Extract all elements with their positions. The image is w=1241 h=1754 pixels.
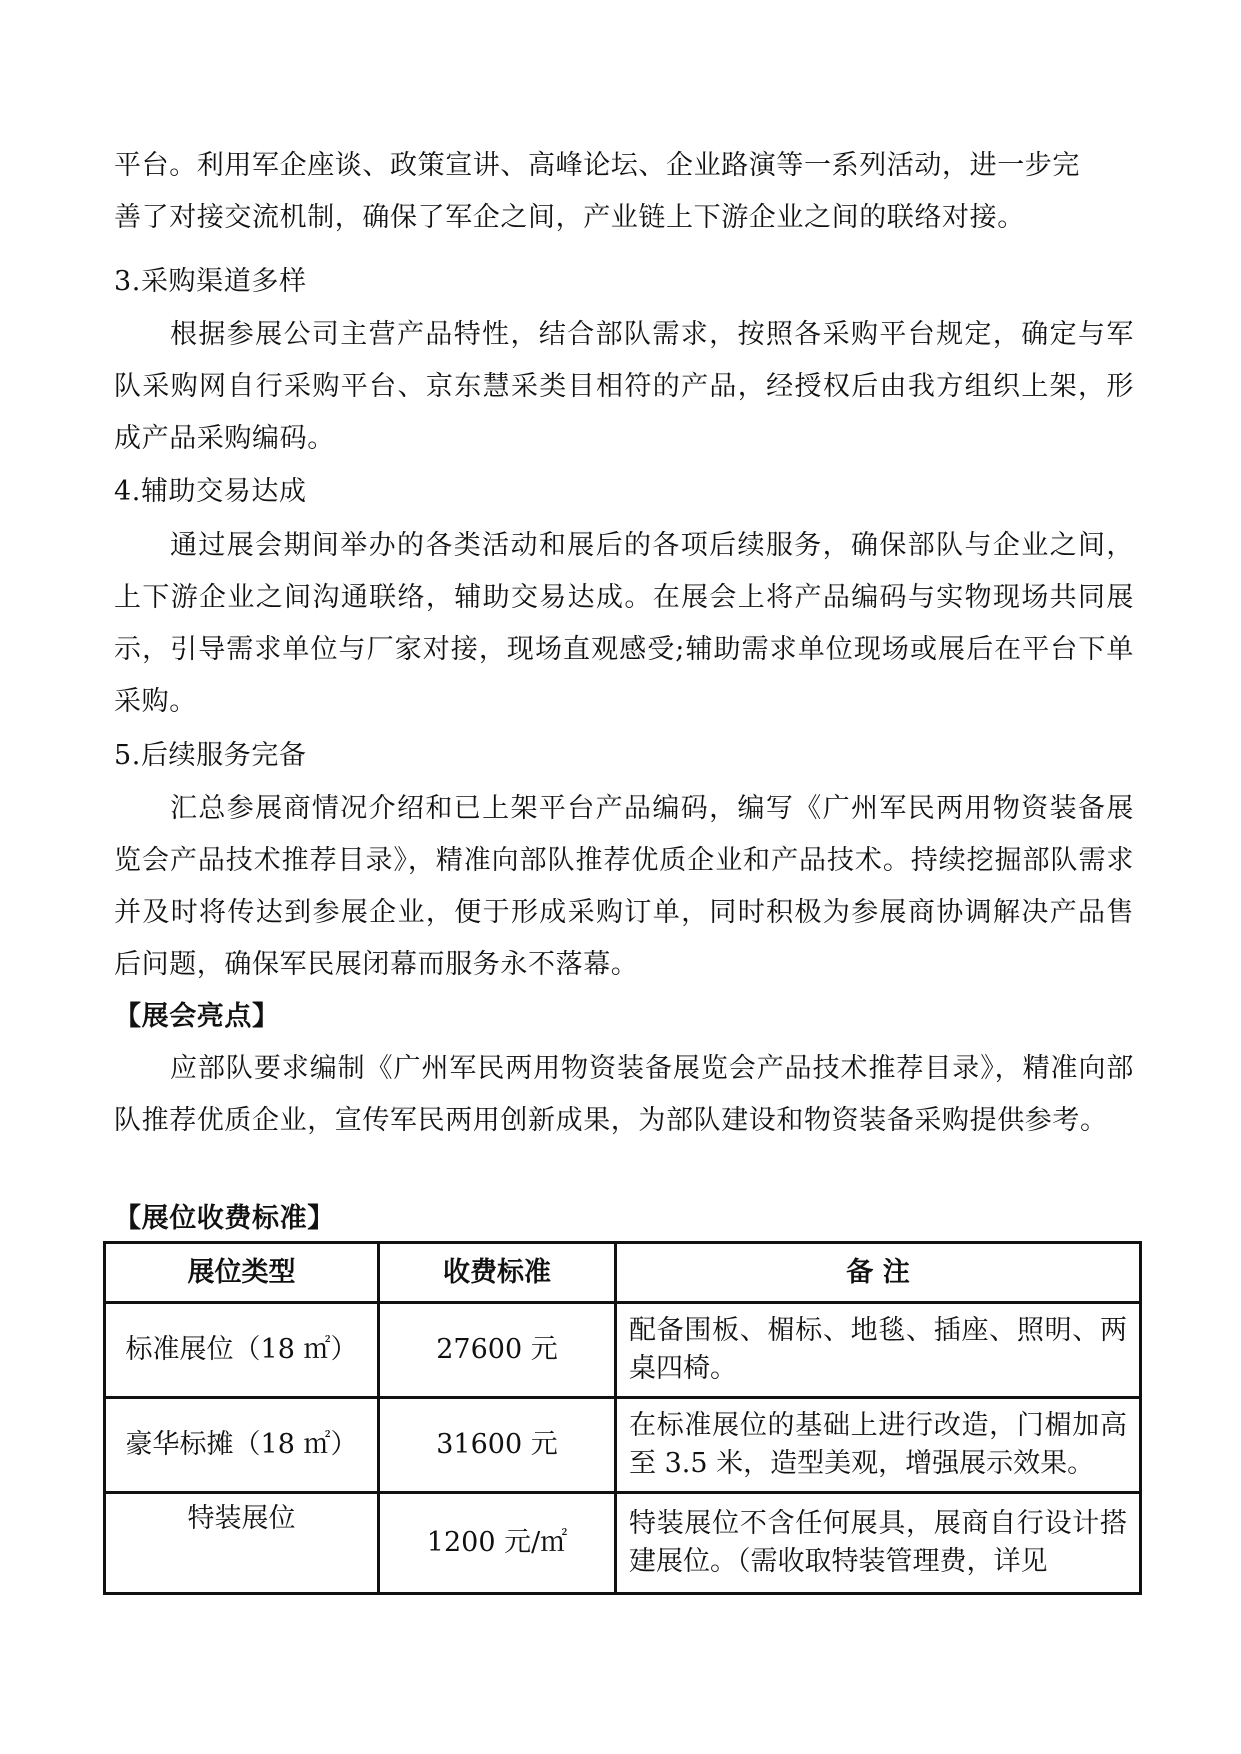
intro-line-2: 善了对接交流机制，确保了军企之间，产业链上下游企业之间的联络对接。 (114, 202, 1025, 233)
section-heading-procurement: 3.采购渠道多样 (114, 266, 307, 297)
section-body-transaction: 通过展会期间举办的各类活动和展后的各项后续服务，确保部队与企业之间，上下游企业之间沟通联络，辅助交易达成。在展会上将产品编码与实物现场共同展示，引导需求单位与厂家对接，现场直观感受;辅助需求单位现场或展后在平台下单采购。 (114, 530, 1134, 717)
highlights-title: 【展会亮点】 (114, 1001, 280, 1032)
booth-type-cell: 标准展位（18 ㎡） (105, 1303, 379, 1398)
header-booth-type: 展位类型 (105, 1243, 379, 1303)
header-remarks: 备 注 (616, 1243, 1141, 1303)
highlights-body: 应部队要求编制《广州军民两用物资装备展览会产品技术推荐目录》，精准向部队推荐优质企业，宣传军民两用创新成果，为部队建设和物资装备采购提供参考。 (114, 1053, 1134, 1136)
table-row (105, 1303, 1141, 1398)
fee-table (103, 1241, 1142, 1595)
table-row (105, 1493, 1141, 1594)
section-heading-service: 5.后续服务完备 (114, 740, 307, 771)
note-cell: 特装展位不含任何展具，展商自行设计搭建展位。（需收取特装管理费，详见 (616, 1493, 1141, 1594)
price-cell: 31600 元 (379, 1398, 616, 1493)
price-cell: 27600 元 (379, 1303, 616, 1398)
booth-type-cell: 豪华标摊（18 ㎡） (105, 1398, 379, 1493)
fees-title: 【展位收费标准】 (114, 1203, 335, 1234)
booth-type-cell: 特装展位 (105, 1493, 379, 1594)
intro-line-1: 平台。利用军企座谈、政策宣讲、高峰论坛、企业路演等一系列活动，进一步完 (114, 150, 1080, 181)
table-row (105, 1398, 1141, 1493)
header-fee-standard: 收费标准 (379, 1243, 616, 1303)
price-cell: 1200 元/㎡ (379, 1493, 616, 1594)
note-cell: 在标准展位的基础上进行改造，门楣加高至 3.5 米，造型美观，增强展示效果。 (616, 1398, 1141, 1493)
section-body-service: 汇总参展商情况介绍和已上架平台产品编码，编写《广州军民两用物资装备展览会产品技术推荐目录》，精准向部队推荐优质企业和产品技术。持续挖掘部队需求并及时将传达到参展企业，便于形成采购订单，同时积极为参展商协调解决产品售后问题，确保军民展闭幕而服务永不落幕。 (114, 793, 1134, 980)
section-heading-transaction: 4.辅助交易达成 (114, 476, 307, 507)
note-cell: 配备围板、楣标、地毯、插座、照明、两桌四椅。 (616, 1303, 1141, 1398)
fee-table-header-row (105, 1243, 1141, 1303)
section-body-procurement: 根据参展公司主营产品特性，结合部队需求，按照各采购平台规定，确定与军队采购网自行采购平台、京东慧采类目相符的产品，经授权后由我方组织上架，形成产品采购编码。 (114, 319, 1134, 454)
